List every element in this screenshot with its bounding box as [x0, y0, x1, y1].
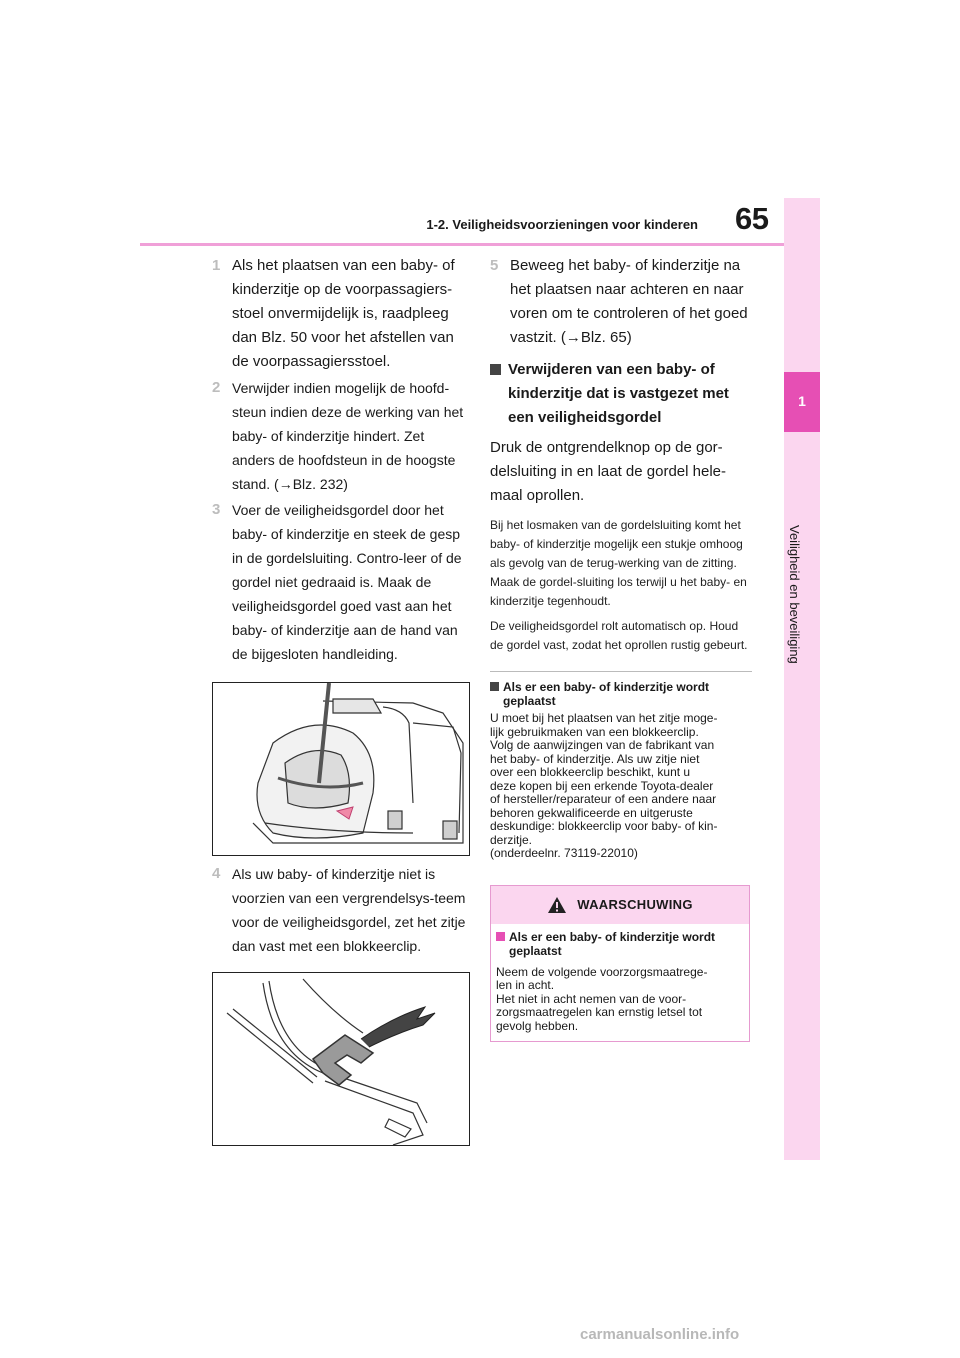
- warning-line: Het niet in acht nemen van de voor-: [496, 991, 687, 1006]
- info-line: U moet bij het plaatsen van het zitje moge-: [490, 711, 718, 725]
- step-text: Als uw baby- of kinderzitje niet is voorzien van een vergrendelsys-teem voor de veiligheidsgordel, zet het zitje dan vast met een blokkeerclip.: [232, 866, 466, 954]
- chapter-label: Veiligheid en beveiliging: [787, 525, 802, 664]
- page-number: 65: [735, 201, 769, 236]
- info-line: deze kopen bij een erkende Toyota-dealer: [490, 778, 714, 793]
- note-paragraph-1: Bij het losmaken van de gordelsluiting komt het baby- of kinderzitje mogelijk een stukje omhoog als gevolg van de terug-werking van de zitting. Maak de gordel-sluiting los terwijl u het baby- en kinderzitje tegenhoudt.: [490, 518, 747, 608]
- left-column: [212, 254, 470, 1146]
- info-line: deskundige: blokkeerclip voor baby- of kin-: [490, 819, 718, 833]
- step-text: Voer de veiligheidsgordel door het baby- of kinderzitje en steek de gesp in de gordelsluiting. Contro-leer of de gordel niet gedraaid is. Maak de veiligheidsgordel goed vast aan het baby- of kinderzitje aan de hand van de bijgesloten handleiding.: [232, 502, 462, 662]
- info-line: lijk gebruikmaken van een blokkeerclip.: [490, 724, 699, 739]
- bullet-square-icon: [490, 364, 501, 375]
- info-line: het baby- of kinderzitje. Als uw zitje niet: [490, 751, 700, 766]
- step-text: Beweeg het baby- of kinderzitje na het plaatsen naar achteren en naar voren om te controleren of het goed vastzit. (→Blz. 65): [510, 257, 748, 346]
- bullet-square-icon: [490, 682, 499, 691]
- warning-sub-heading-text: Als er een baby- of kinderzitje wordt geplaatst: [509, 929, 716, 958]
- header-rule: [140, 243, 820, 246]
- pointer-arrow-icon: [361, 1007, 435, 1047]
- step-number: 5: [490, 257, 499, 274]
- right-column: [490, 254, 752, 1042]
- info-line: derzitje.: [490, 832, 533, 847]
- warning-line: gevolg hebben.: [496, 1018, 579, 1033]
- sub-heading: [490, 680, 752, 708]
- info-line: over een blokkeerclip beschikt, kunt u: [490, 765, 691, 779]
- step-number: 1: [212, 257, 221, 274]
- divider: [490, 671, 752, 672]
- step-text: Verwijder indien mogelijk de hoofd-steun indien deze de werking van het baby- of kinderzitje hindert. Zet anders de hoofdsteun in de hoogste stand. (→Blz. 232): [232, 380, 464, 492]
- section-title: 1-2. Veiligheidsvoorzieningen voor kinderen: [426, 217, 698, 232]
- step-number: 3: [212, 501, 221, 518]
- warning-line: len in acht.: [496, 978, 555, 992]
- locking-clip-drawing: [213, 973, 469, 1145]
- info-line: Volg de aanwijzingen van de fabrikant van: [490, 738, 715, 752]
- warning-line: Neem de volgende voorzorgsmaatrege-: [496, 964, 708, 979]
- warning-header: [491, 886, 749, 924]
- chapter-side-tab: [784, 198, 820, 1160]
- step-1: [212, 254, 470, 374]
- chapter-number: 1: [798, 393, 806, 409]
- warning-content: [491, 924, 749, 1042]
- info-line: behoren gekwalificeerde en uitgeruste: [490, 805, 693, 820]
- locking-clip-info: [490, 712, 752, 861]
- info-line: of hersteller/reparateur of een andere naar: [490, 792, 717, 806]
- release-instruction: Druk de ontgrendelknop op de gor-delsluiting in en laat de gordel hele-maal oprollen.: [490, 439, 726, 504]
- child-seat-drawing: [213, 683, 469, 855]
- warning-sub-heading: [496, 930, 744, 958]
- child-seat-illustration: [212, 682, 470, 856]
- watermark: carmanualsonline.info: [580, 1326, 740, 1343]
- step-text: Als het plaatsen van een baby- of kinderzitje op de voorpassagiers-stoel onvermijdelijk is, raadpleeg dan Blz. 50 voor het afstellen van de voorpassagiersstoel.: [232, 257, 455, 370]
- info-line: (onderdeelnr. 73119-22010): [490, 846, 638, 860]
- step-number: 2: [212, 379, 221, 396]
- bullet-square-icon: [496, 932, 505, 941]
- step-number: 4: [212, 865, 221, 882]
- locking-clip-illustration: [212, 972, 470, 1146]
- section-heading: [490, 358, 752, 430]
- section-heading-text: Verwijderen van een baby- of kinderzitje dat is vastgezet met een veiligheidsgordel: [508, 361, 729, 426]
- warning-body: [496, 966, 744, 1034]
- warning-triangle-icon: [547, 896, 567, 914]
- step-2: [212, 376, 470, 496]
- step-3: [212, 498, 470, 666]
- step-4: [212, 862, 470, 958]
- clip-shape: [313, 1035, 373, 1085]
- sub-heading-text: Als er een baby- of kinderzitje wordt geplaatst: [503, 680, 710, 708]
- step-5: [490, 254, 752, 350]
- warning-line: zorgsmaatregelen kan ernstig letsel tot: [496, 1005, 703, 1019]
- warning-title: WAARSCHUWING: [577, 897, 693, 912]
- warning-box: [490, 885, 750, 1043]
- note-paragraph-2: De veiligheidsgordel rolt automatisch op. Houd de gordel vast, zodat het oprollen rustig gebeurt.: [490, 619, 748, 652]
